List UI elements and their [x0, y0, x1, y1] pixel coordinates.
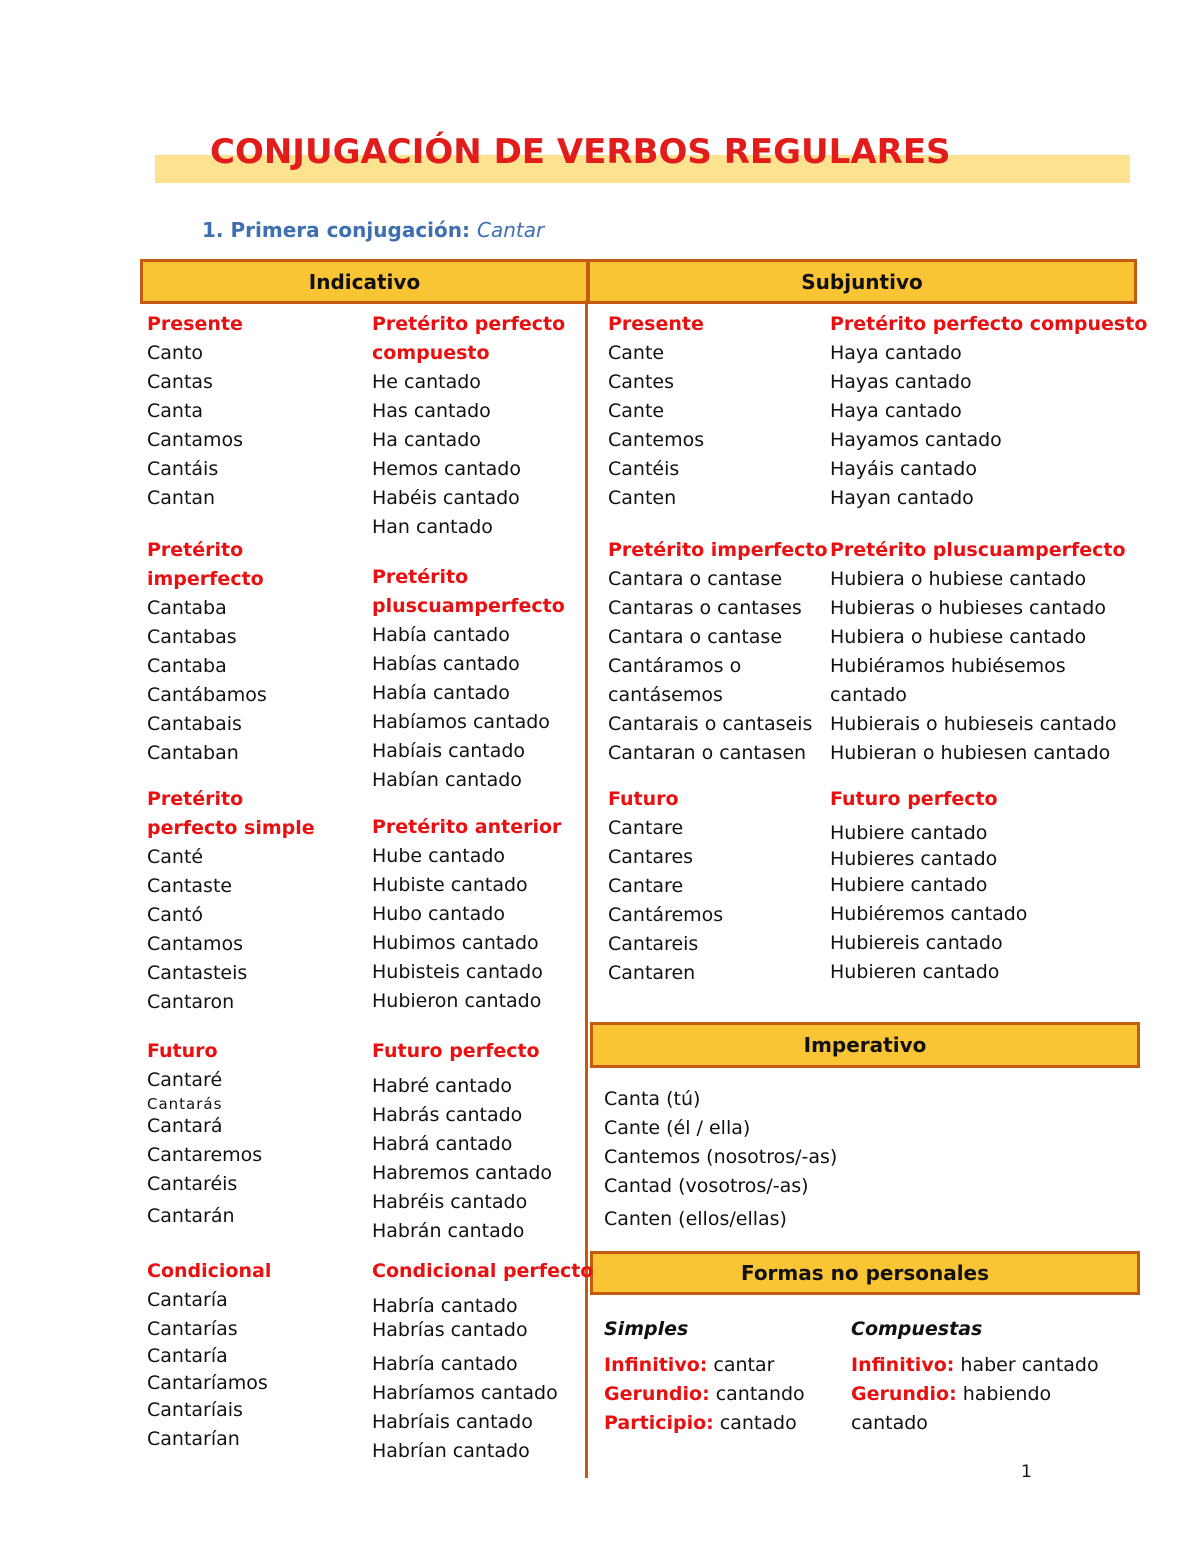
ind-presente: Presente Canto Cantas Canta Cantamos Cantáis Cantan — [147, 313, 244, 509]
page-title: CONJUGACIÓN DE VERBOS REGULARES — [210, 132, 951, 172]
formas-header: Formas no personales — [590, 1251, 1140, 1295]
section-heading: 1. Primera conjugación: Cantar — [202, 218, 545, 242]
ind-futuro-perfecto: Futuro perfecto Habré cantado Habrás cantado Habrá cantado Habremos cantado Habréis cantado Habrán cantado — [372, 1040, 553, 1242]
formas-compuestas: Compuestas Infinitivo: haber cantado Gerundio: habiendo cantado — [851, 1318, 1099, 1434]
formas-simples: Simples Infinitivo: cantar Gerundio: cantando Participio: cantado — [604, 1318, 805, 1434]
subjuntivo-header: Subjuntivo — [587, 259, 1137, 304]
ind-pluscuamperfecto: Pretérito pluscuamperfecto Había cantado Habías cantado Había cantado Habíamos cantado Habíais cantado Habían cantado — [372, 566, 565, 791]
ind-condicional: Condicional Cantaría Cantarías Cantaría Cantaríamos Cantaríais Cantarían — [147, 1260, 272, 1450]
ind-preterito-anterior: Pretérito anterior Hube cantado Hubiste cantado Hubo cantado Hubimos cantado Hubisteis cantado Hubieron cantado — [372, 816, 562, 1012]
imperativo-list: Canta (tú) Cante (él / ella) Cantemos (nosotros/-as) Cantad (vosotros/-as) Canten (ellos/ellas) — [604, 1088, 838, 1230]
sub-imperfecto: Pretérito imperfecto Cantara o cantase Cantaras o cantases Cantara o cantase Cantáramos o cantásemos Cantarais o cantaseis Cantaran o cantasen — [608, 539, 828, 764]
ind-futuro: Futuro Cantaré Cantarás Cantará Cantaremos Cantaréis Cantarán — [147, 1040, 263, 1227]
page-number: 1 — [1021, 1462, 1032, 1482]
ind-perfecto-simple: Pretérito perfecto simple Canté Cantaste Cantó Cantamos Cantasteis Cantaron — [147, 788, 315, 1013]
ind-perfecto-compuesto: Pretérito perfecto compuesto He cantado Has cantado Ha cantado Hemos cantado Habéis cantado Han cantado — [372, 313, 566, 538]
sub-pluscuamperfecto: Pretérito pluscuamperfecto Hubiera o hubiese cantado Hubieras o hubieses cantado Hubiera o hubiese cantado Hubiéramos hubiésemos cantado Hubierais o hubieseis cantado Hubieran o hubiesen cantado — [830, 539, 1126, 764]
sub-futuro: Futuro Cantare Cantares Cantare Cantáremos Cantareis Cantaren — [608, 788, 724, 984]
indicativo-header: Indicativo — [140, 259, 589, 304]
ind-imperfecto: Pretérito imperfecto Cantaba Cantabas Cantaba Cantábamos Cantabais Cantaban — [147, 539, 267, 764]
sub-futuro-perfecto: Futuro perfecto Hubiere cantado Hubieres cantado Hubiere cantado Hubiéremos cantado Hubiereis cantado Hubieren cantado — [830, 788, 1028, 983]
ind-condicional-perfecto: Condicional perfecto Habría cantado Habrías cantado Habría cantado Habríamos cantado Habríais cantado Habrían cantado — [372, 1260, 594, 1462]
sub-presente: Presente Cante Cantes Cante Cantemos Cantéis Canten — [608, 313, 705, 509]
sub-perfecto-compuesto: Pretérito perfecto compuesto Haya cantado Hayas cantado Haya cantado Hayamos cantado Hayáis cantado Hayan cantado — [830, 313, 1148, 509]
imperativo-header: Imperativo — [590, 1022, 1140, 1068]
